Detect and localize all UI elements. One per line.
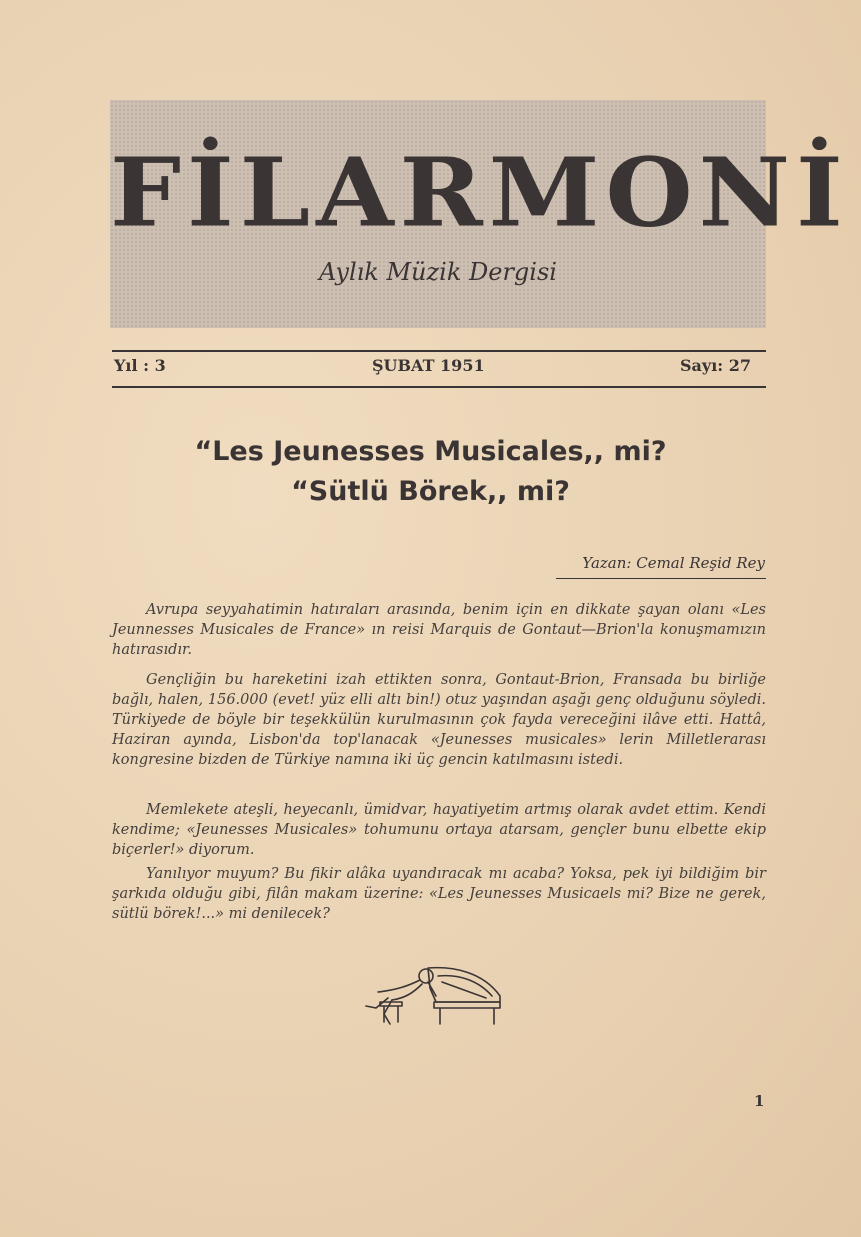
issue-year: Yıl : 3 bbox=[114, 356, 166, 375]
article-headline-line2: “Sütlü Börek,, mi? bbox=[291, 476, 570, 507]
article-headline-line1: “Les Jeunesses Musicales,, mi? bbox=[194, 436, 667, 467]
article-paragraph-3: Memlekete ateşli, heyecanlı, ümidvar, hayatiyetim artmış olarak avdet ettim. Kendi kendime; «Jeunesses Musicales» tohumunu ortaya atarsam, gençler bunu elbette ekip biçerler!» diyorum. bbox=[112, 802, 766, 858]
article-paragraph-4: Yanılıyor muyum? Bu fikir alâka uyandıracak mı acaba? Yoksa, pek iyi bildiğim bir şarkıda olduğu gibi, filân makam üzerine: «Les Jeunesses Musicaels mi? Bize ne gerek, sütlü börek!...» mi denilecek? bbox=[112, 866, 766, 922]
issue-number: Sayı: 27 bbox=[680, 356, 752, 375]
issue-date: ŞUBAT 1951 bbox=[372, 356, 485, 375]
article-paragraph-2: Gençliğin bu hareketini izah ettikten sonra, Gontaut-Brion, Fransada bu birliğe bağlı, halen, 156.000 (evet! yüz elli altı bin!) otuz yaşından aşağı genç olduğunu söyledi. Türkiyede de böyle bir teşekkülün kurulmasının çok fayda vereceğini ilâve etti. Hattâ, Haziran ayında, Lisbon'da top'lanacak «Jeunesses musicales» lerin Milletlerarası kongresine bizden de Türkiye namına iki üç gencin katılmasını istedi. bbox=[112, 672, 766, 768]
article-paragraph-1: Avrupa seyyahatimin hatıraları arasında, benim için en dikkate şayan olanı «Les Jeunnesses Musicales de France» ın reisi Marquis de Gontaut—Brion'la konuşmamızın hatırasıdır. bbox=[112, 602, 766, 658]
page-number: 1 bbox=[754, 1092, 765, 1110]
issue-rule-top bbox=[112, 350, 766, 352]
masthead-panel bbox=[110, 100, 849, 328]
issue-rule-bottom bbox=[112, 386, 766, 388]
magazine-title: FİLARMONİ bbox=[110, 135, 849, 249]
byline-underline bbox=[556, 578, 766, 579]
article-byline: Yazan: Cemal Reşid Rey bbox=[582, 554, 765, 572]
pianist-illustration-icon bbox=[358, 958, 508, 1030]
magazine-subtitle: Aylık Müzik Dergisi bbox=[319, 258, 557, 286]
